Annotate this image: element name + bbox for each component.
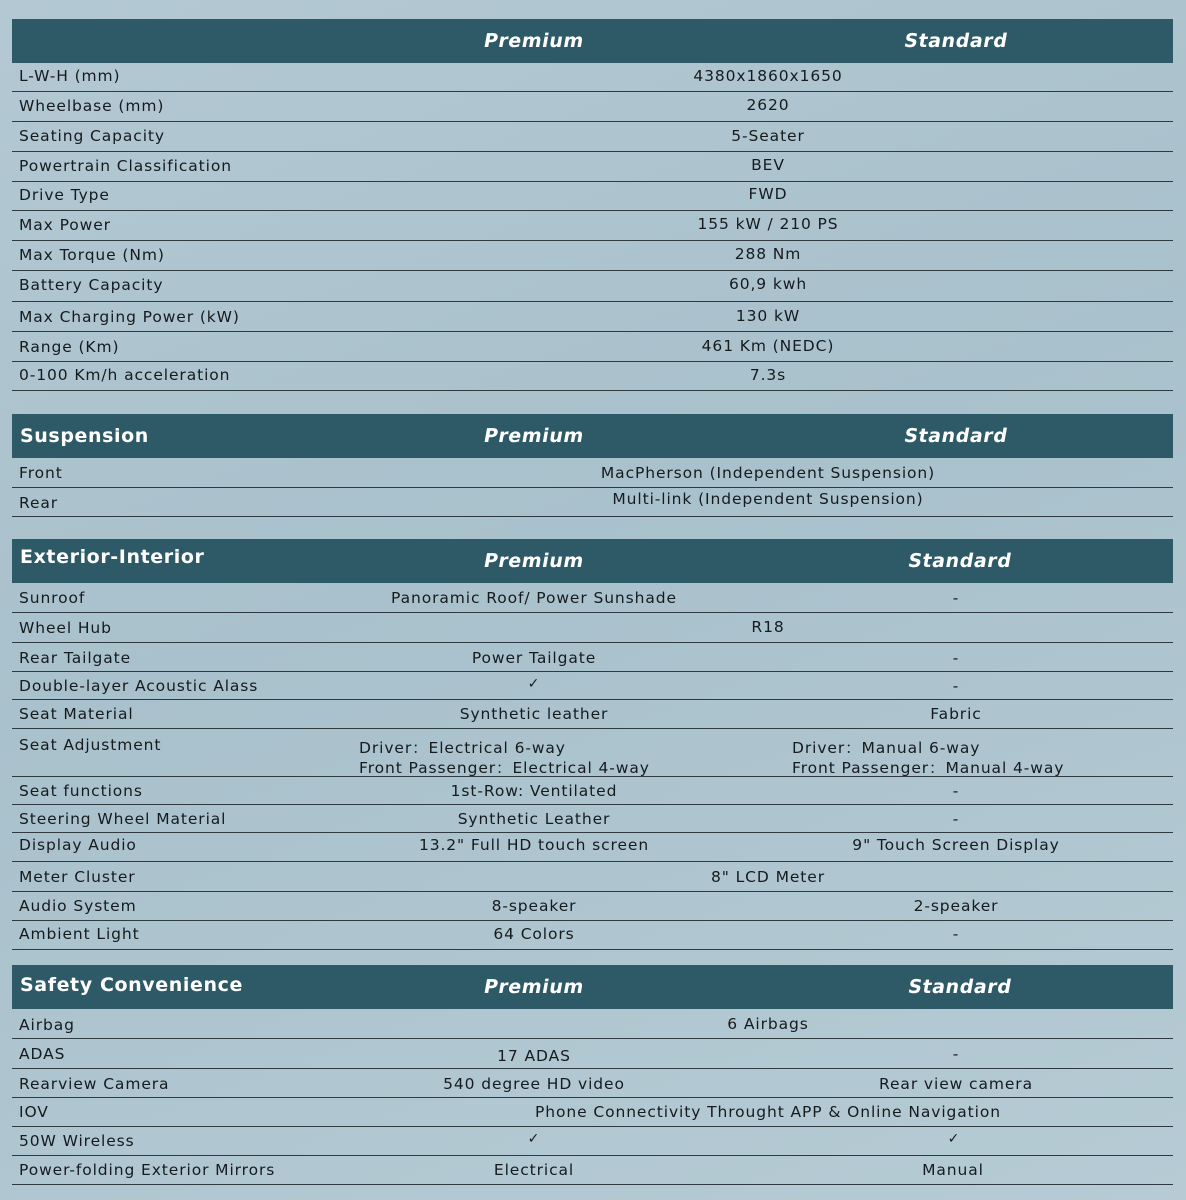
spec-row [12,1156,1173,1185]
standard-column-header: Standard [902,425,1010,447]
spec-label: 0-100 Km/h acceleration [19,366,231,384]
standard-value: Fabric [930,705,982,723]
spec-value: 60,9 kwh [728,275,808,293]
suspension-table [12,414,1173,517]
spec-value: 2620 [746,96,790,114]
spec-value: 461 Km (NEDC) [701,337,835,355]
exterior-interior-table [12,539,1173,950]
spec-label: Rearview Camera [19,1075,170,1093]
spec-row [12,488,1173,517]
spec-value: 8" LCD Meter [711,868,825,886]
premium-value: 17 ADAS [497,1047,571,1065]
spec-row [12,332,1173,362]
standard-value: Rear view camera [879,1075,1033,1093]
standard-value: - [952,649,960,667]
spec-row [12,583,1173,613]
spec-value: 6 Airbags [727,1015,809,1033]
standard-column-header: Standard [906,976,1014,998]
spec-row [12,833,1173,862]
spec-value: BEV [751,156,785,174]
spec-label: Battery Capacity [19,276,164,294]
spec-row [12,700,1173,729]
spec-label: Front [19,464,63,482]
spec-label: Seating Capacity [19,127,165,145]
spec-label: Seat Adjustment [19,736,162,754]
safety-convenience-title: Safety Convenience [20,973,243,996]
spec-row [12,862,1173,892]
spec-row [12,921,1173,950]
spec-label: Powertrain Classification [19,157,232,175]
spec-row [12,613,1173,643]
spec-row [12,1069,1173,1098]
spec-row [12,777,1173,805]
spec-row [12,63,1173,92]
spec-row [12,729,1173,777]
spec-label: Power-folding Exterior Mirrors [19,1161,276,1179]
premium-value: Panoramic Roof/ Power Sunshade [391,589,677,607]
standard-value: - [952,925,960,943]
premium-value: 13.2" Full HD touch screen [418,836,650,854]
safety-convenience-table [12,965,1173,1185]
premium-value-line1: Driver：Electrical 6-way [359,739,566,757]
general-specs-table [12,19,1173,391]
spec-row [12,182,1173,211]
standard-value: - [952,782,960,800]
standard-value: 2-speaker [913,897,999,915]
spec-value: Multi-link (Independent Suspension) [612,490,924,508]
standard-value: Manual [922,1161,984,1179]
premium-check-icon: ✓ [527,676,541,692]
spec-value: 288 Nm [734,245,802,263]
spec-label: Max Torque (Nm) [19,246,165,264]
premium-column-header: Premium [482,425,586,447]
spec-value: 4380x1860x1650 [693,67,843,85]
spec-label: Max Charging Power (kW) [19,308,240,326]
spec-value: MacPherson (Independent Suspension) [600,464,936,482]
premium-value-line2: Front Passenger：Electrical 4-way [359,759,650,777]
spec-value: 130 kW [735,307,801,325]
suspension-title: Suspension [20,425,149,447]
standard-value: - [952,810,960,828]
general-header [12,19,1173,63]
suspension-header [12,414,1173,458]
exterior-interior-title: Exterior-Interior [20,545,205,568]
spec-label: Double-layer Acoustic Alass [19,677,259,695]
spec-row [12,643,1173,672]
spec-label: Sunroof [19,589,86,607]
standard-column-header: Standard [906,550,1014,572]
spec-row [12,92,1173,122]
standard-value: - [952,677,960,695]
spec-label: Display Audio [19,836,137,854]
premium-value: Synthetic leather [459,705,609,723]
standard-value-line2: Front Passenger：Manual 4-way [792,759,1065,777]
spec-label: Wheelbase (mm) [19,97,165,115]
standard-value-line1: Driver：Manual 6-way [792,739,981,757]
spec-value: 155 kW / 210 PS [697,215,839,233]
spec-label: L-W-H (mm) [19,67,121,85]
spec-label: 50W Wireless [19,1132,135,1150]
premium-value: 540 degree HD video [443,1075,625,1093]
premium-value: Synthetic Leather [457,810,611,828]
spec-label: Seat functions [19,782,143,800]
premium-value: 1st-Row: Ventilated [450,782,618,800]
spec-row [12,211,1173,241]
standard-value: 9" Touch Screen Display [852,836,1060,854]
premium-value: 64 Colors [493,925,575,943]
spec-value: Phone Connectivity Throught APP & Online Navigation [535,1103,1001,1121]
spec-label: Meter Cluster [19,868,136,886]
spec-label: Airbag [19,1016,75,1034]
spec-row [12,122,1173,152]
spec-row [12,892,1173,921]
spec-row [12,1098,1173,1127]
premium-column-header: Premium [482,976,586,998]
spec-label: ADAS [19,1045,66,1063]
spec-row [12,805,1173,833]
spec-value: 5-Seater [731,127,805,145]
spec-label: Steering Wheel Material [19,810,227,828]
spec-label: Seat Material [19,705,134,723]
spec-row [12,241,1173,271]
spec-label: Wheel Hub [19,619,112,637]
spec-row [12,1127,1173,1156]
standard-check-icon: ✓ [947,1131,961,1147]
premium-value: Power Tailgate [471,649,597,667]
spec-label: Ambient Light [19,925,140,943]
spec-label: Range (Km) [19,338,120,356]
spec-label: Max Power [19,216,111,234]
spec-value: R18 [751,618,785,636]
standard-value: - [952,589,960,607]
premium-column-header: Premium [482,550,586,572]
spec-row [12,271,1173,302]
premium-value: 8-speaker [491,897,577,915]
premium-column-header: Premium [482,30,586,52]
exterior-interior-header [12,539,1173,583]
safety-convenience-header [12,965,1173,1009]
spec-row [12,1039,1173,1069]
spec-row [12,152,1173,182]
spec-row [12,672,1173,700]
spec-label: Audio System [19,897,137,915]
premium-check-icon: ✓ [527,1131,541,1147]
spec-label: Drive Type [19,186,110,204]
spec-label: Rear [19,494,59,512]
spec-row [12,458,1173,488]
standard-column-header: Standard [902,30,1010,52]
standard-value: - [952,1045,960,1063]
spec-label: Rear Tailgate [19,649,132,667]
spec-row [12,302,1173,332]
spec-row [12,362,1173,391]
spec-value: 7.3s [749,366,787,384]
spec-label: IOV [19,1103,49,1121]
spec-row [12,1009,1173,1039]
spec-value: FWD [748,185,788,203]
premium-value: Electrical [493,1161,575,1179]
